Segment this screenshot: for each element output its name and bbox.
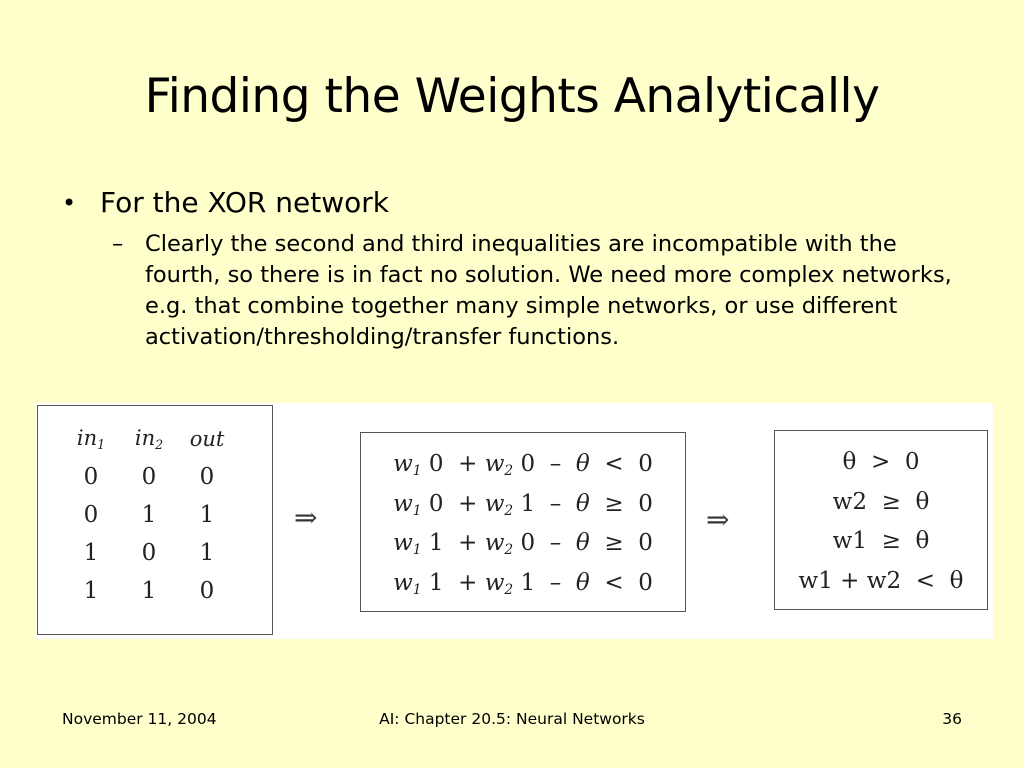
table-cell: 0: [83, 502, 99, 528]
inequality-row: $w_1$ $0 + w_2$ 1 – θ ≥ 0: [393, 490, 653, 519]
footer-title: AI: Chapter 20.5: Neural Networks: [379, 710, 645, 728]
table-cell: 1: [199, 540, 215, 566]
truth-table: [62, 420, 236, 610]
table-cell: 0: [199, 578, 215, 604]
inequality-row: $w_1$ $1 + w_2$ 1 – θ < 0: [393, 569, 653, 598]
result-list: [775, 443, 987, 601]
page-number: 36: [942, 710, 962, 728]
truth-table-header-row: [62, 420, 236, 458]
footer-date: November 11, 2004: [62, 710, 217, 728]
table-cell: 1: [141, 578, 157, 604]
table-cell: 1: [199, 502, 215, 528]
implies-arrow-icon: ⇒: [294, 501, 318, 534]
table-cell: 0: [141, 464, 157, 490]
implies-arrow-icon: ⇒: [706, 503, 730, 536]
results-box: [774, 430, 988, 610]
result-row: θ > 0: [842, 449, 920, 475]
table-cell: 0: [141, 540, 157, 566]
inequalities-box: [360, 432, 686, 612]
header-in2: $in_2$: [134, 426, 164, 452]
inequality-row: $w_1$ $0 + w_2$ 0 – θ < 0: [393, 451, 653, 480]
sub-bullet-text: Clearly the second and third inequalities are incompatible with the fourth, so there is in fact no solution. We need more complex networks, e.g. that combine together many simple networks, or use different activation/thresholding/transfer functions.: [145, 231, 952, 350]
table-cell: 1: [141, 502, 157, 528]
inequality-list: [361, 445, 685, 603]
result-row: w2 ≥ θ: [832, 488, 930, 515]
header-out: out: [189, 427, 225, 451]
table-cell: 1: [83, 540, 99, 566]
table-cell: 0: [199, 464, 215, 490]
inequality-row: $w_1$ $1 + w_2$ 0 – θ ≥ 0: [393, 530, 653, 559]
table-cell: 1: [83, 578, 99, 604]
xor-figure: [36, 403, 993, 639]
bullet-marker: •: [62, 189, 77, 217]
table-row: [62, 534, 236, 572]
truth-table-box: [37, 405, 273, 635]
sub-bullet-marker: –: [112, 231, 124, 257]
table-row: [62, 496, 236, 534]
header-in1: $in_1$: [76, 426, 106, 452]
bullet-text: For the XOR network: [100, 186, 389, 219]
result-row: w1 ≥ θ: [832, 528, 930, 554]
result-row: w1 + w2 < θ: [798, 567, 964, 594]
table-row: [62, 572, 236, 610]
table-row: [62, 458, 236, 496]
slide-title: Finding the Weights Analytically: [144, 69, 880, 124]
table-cell: 0: [83, 464, 99, 490]
